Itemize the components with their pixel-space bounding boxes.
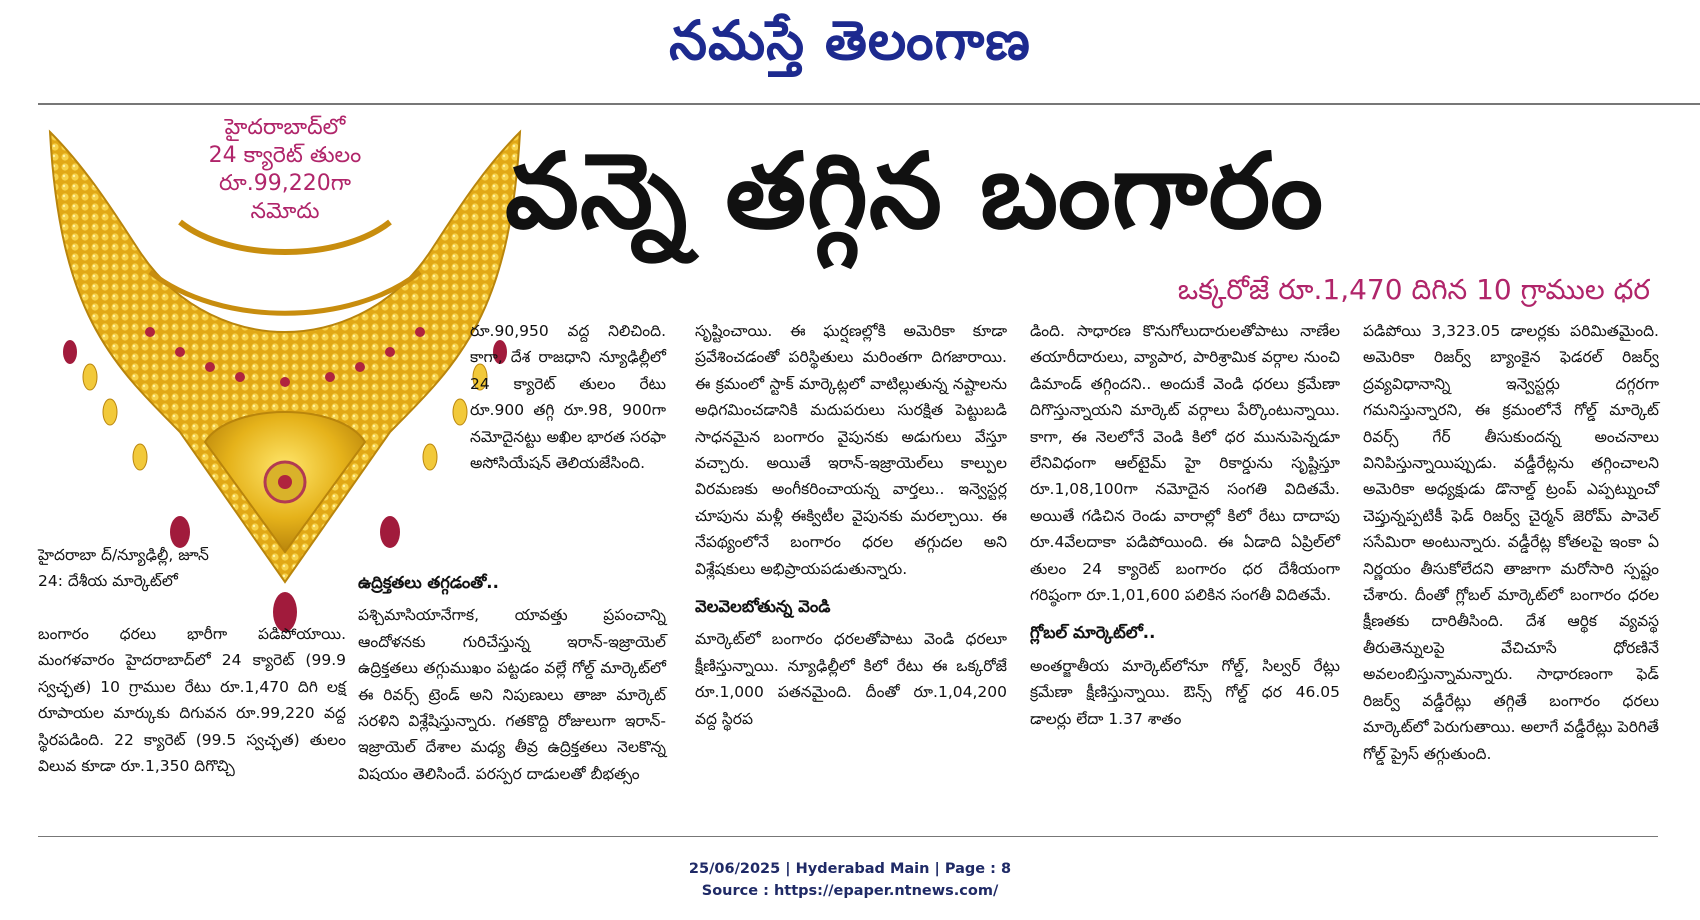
- dateline: హైదరాబా ద్/న్యూఢిల్లీ, జూన్ 24: దేశీయ మార్కెట్‌లో: [38, 546, 209, 591]
- callout-line: రూ.99,220గా: [219, 171, 351, 196]
- article-paragraph: పడిపోయి 3,323.05 డాలర్లకు పరిమితమైంది. అమెరికా రిజర్వ్ బ్యాంకైన ఫెడరల్ రిజర్వ్ ద్రవ్యవిధానాన్ని ఇన్వెస్టర్లు దగ్గరగా గమనిస్తున్నారని, ఈ క్రమంలోనే గోల్డ్ మార్కెట్ రివర్స్ గేర్ తీసుకుందన్న అంచనాలు వినిపిస్తున్నాయిప్పుడు. వడ్డీరేట్లను తగ్గించాలని అమెరికా అధ్యక్షుడు డొనాల్డ్ ట్రంప్ ఎప్పట్నుంచో చెప్తున్నప్పటికీ ఫెడ్ రిజర్వ్ చైర్మన్ జెరోమ్ పావెల్ ససేమిరా అంటున్నారు. వడ్డీరేట్ల కోతలపై ఇంకా ఏ నిర్ణయం తీసుకోలేదని తాజాగా మరోసారి స్పష్టం చేశారు. దీంతో గ్లోబల్ మార్కెట్‌లో బంగారం ధరల క్షీణతకు దారితీసింది. దేశ ఆర్థిక వ్యవస్థ తీరుతెన్నులపై వేచిచూసే ధోరణినే అవలంబిస్తున్నామన్నారు. సాధారణంగా ఫెడ్ రిజర్వ్ వడ్డీరేట్లు తగ్గితే బంగారం ధరలు మార్కెట్‌లో పెరుగుతాయి. అలాగే వడ్డీరేట్లు పెరిగితే గోల్డ్ ప్రైస్ తగ్గుతుంది.: [1363, 322, 1659, 763]
- article-column-1: [38, 621, 346, 779]
- masthead-logo: నమస్తే తెలంగాణ: [669, 8, 1031, 72]
- footer-date-edition: 25/06/2025 | Hyderabad Main | Page : 8: [688, 861, 1012, 877]
- headline: వన్నె తగ్గిన బంగారం: [505, 130, 1324, 252]
- article-paragraph: పశ్చిమాసియానేగాక, యావత్తు ప్రపంచాన్ని ఆందోళనకు గురిచేస్తున్న ఇరాన్-ఇజ్రాయెల్ ఉద్రిక్తతలు తగ్గుముఖం పట్టడం వల్లే గోల్డ్ మార్కెట్‌లో ఈ రివర్స్ ట్రెండ్ అని నిపుణులు తాజా మార్కెట్ సరళిని విశ్లేషిస్తున్నారు. గతకొద్ది రోజులుగా ఇరాన్-ఇజ్రాయెల్ దేశాల మధ్య తీవ్ర ఉద్రిక్తతలు నెలకొన్న విషయం తెలిసిందే. పరస్పర దాడులతో బీభత్సం: [358, 606, 666, 783]
- callout-line: హైదరాబాద్‌లో: [224, 115, 346, 140]
- article-paragraph: మార్కెట్‌లో బంగారం ధరలతోపాటు వెండి ధరలూ క్షీణిస్తున్నాయి. న్యూఢిల్లీలో కిలో రేటు ఈ ఒక్కరోజే రూ.1,000 పతనమైంది. దీంతో రూ.1,04,200 వద్ద స్థిరప: [695, 630, 1007, 728]
- article-paragraph: రూ.90,950 వద్ద నిలిచింది. కాగా, దేశ రాజధాని న్యూఢిల్లీలో 24 క్యారెట్ తులం రేటు రూ.900 తగ్గి రూ.98, 900గా నమోదైనట్టు అఖిల భారత సరఫా అసోసియేషన్ తెలియజేసింది.: [470, 322, 666, 473]
- article-column-4: [1030, 318, 1340, 732]
- section-heading: వెలవెలబోతున్న వెండి: [695, 597, 831, 617]
- callout-line: 24 క్యారెట్ తులం: [208, 143, 362, 168]
- article-paragraph: సృష్టించాయి. ఈ ఘర్షణల్లోకి అమెరికా కూడా ప్రవేశించడంతో పరిస్థితులు మరింతగా దిగజారాయి. ఈ క్రమంలో స్టాక్ మార్కెట్లలో వాటిల్లుతున్న నష్టాలను అధిగమించడానికి మదుపరులు సురక్షిత పెట్టుబడి సాధనమైన బంగారం వైపునకు అడుగులు వేస్తూ వచ్చారు. అయితే ఇరాన్-ఇజ్రాయెల్‌లు కాల్పుల విరమణకు అంగీకరించాయన్న వార్తలు.. ఇన్వెస్టర్ల చూపును మళ్లీ ఈక్విటీల వైపునకు మరల్చాయి. ఈ నేపథ్యంలోనే బంగారం ధరల తగ్గుదల అని విశ్లేషకులు అభిప్రాయపడుతున్నారు.: [695, 322, 1007, 578]
- article-column-5: [1363, 318, 1659, 767]
- footer-source-link[interactable]: Source : https://epaper.ntnews.com/: [701, 883, 999, 899]
- top-divider: [38, 103, 1700, 105]
- article-paragraph: బంగారం ధరలు భారీగా పడిపోయాయి. మంగళవారం హైదరాబాద్‌లో 24 క్యారెట్ (99.9 స్వచ్ఛత) 10 గ్రాముల రేటు రూ.1,470 దిగి లక్ష రూపాయల మార్కుకు దిగువన రూ.99,220 వద్ద స్థిరపడింది. 22 క్యారెట్ (99.5 స్వచ్ఛత) తులం విలువ కూడా రూ.1,350 దిగొచ్చి: [38, 625, 346, 776]
- callout-line: నమోదు: [250, 199, 320, 224]
- price-callout: [185, 114, 385, 226]
- section-heading: గ్లోబల్ మార్కెట్‌లో..: [1030, 623, 1156, 643]
- article-column-2-bottom: [358, 558, 666, 787]
- page-footer: [0, 858, 1700, 902]
- bottom-divider: [38, 836, 1658, 837]
- article-column-2-top: [470, 318, 666, 476]
- article-paragraph: అంతర్జాతీయ మార్కెట్‌లోనూ గోల్డ్, సిల్వర్ రేట్లు క్రమేణా క్షీణిస్తున్నాయి. ఔన్స్ గోల్డ్ ధర 46.05 డాలర్లు లేదా 1.37 శాతం: [1030, 656, 1340, 728]
- section-heading: ఉద్రిక్తతలు తగ్గడంతో..: [358, 573, 499, 592]
- article-paragraph: డింది. సాధారణ కొనుగోలుదారులతోపాటు నాణేల తయారీదారులు, వ్యాపార, పారిశ్రామిక వర్గాల నుంచి డిమాండ్ తగ్గిందని.. అందుకే వెండి ధరలు క్రమేణా దిగొస్తున్నాయని మార్కెట్ వర్గాలు పేర్కొంటున్నాయి. కాగా, ఈ నెలలోనే వెండి కిలో ధర మునుపెన్నడూ లేనివిధంగా ఆల్‌టైమ్ హై రికార్డును సృష్టిస్తూ రూ.1,08,100గా నమోదైన సంగతి విదితమే. అయితే గడిచిన రెండు వారాల్లో కిలో రేటు దాదాపు రూ.4వేలదాకా పడిపోయింది. ఈ ఏడాది ఏప్రిల్‌లో తులం 24 క్యారెట్ బంగారం ధర దేశీయంగా గరిష్ఠంగా రూ.1,01,600 పలికిన సంగతీ విదితమే.: [1030, 322, 1340, 605]
- subheadline: ఒక్కరోజే రూ.1,470 దిగిన 10 గ్రాముల ధర: [1177, 273, 1650, 306]
- article-column-3: [695, 318, 1007, 732]
